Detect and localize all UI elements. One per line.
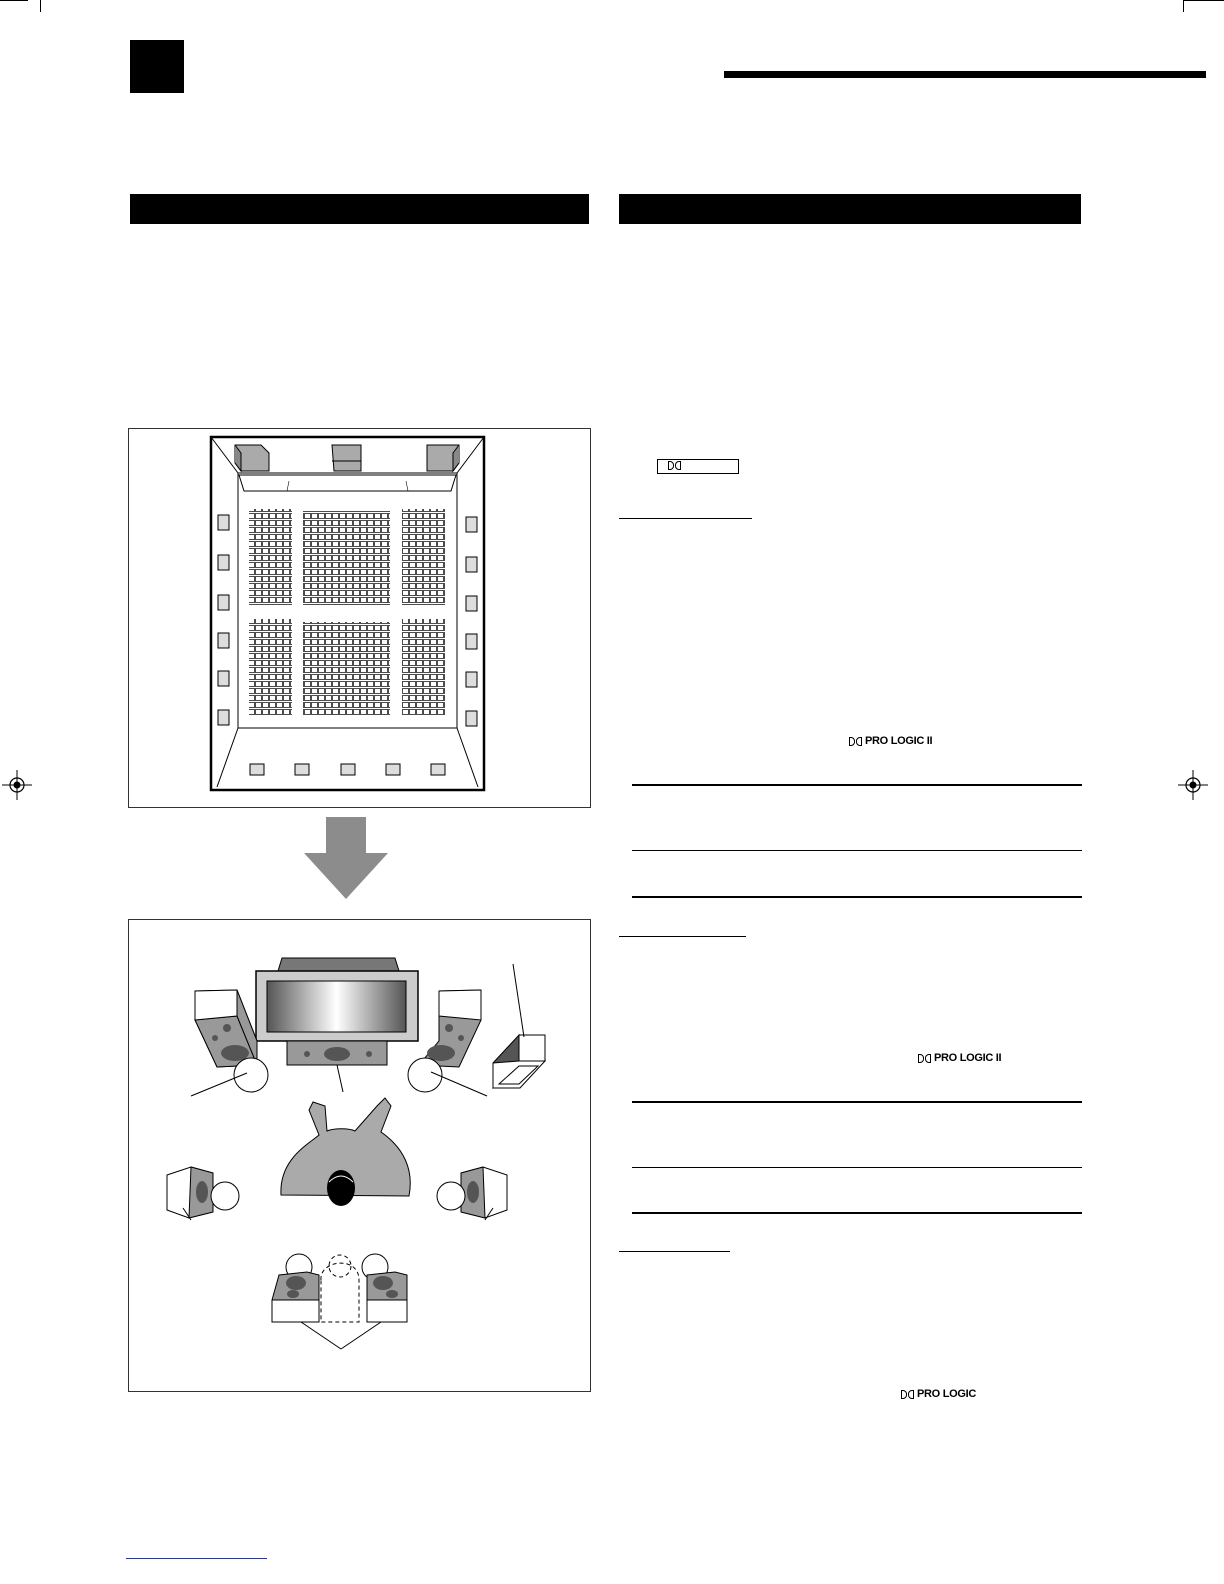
crop-mark-top-right bbox=[1184, 0, 1224, 1]
side-left-surround-speakers-icon bbox=[218, 515, 229, 725]
dolby-prologic-logo bbox=[901, 1388, 976, 1400]
logo-text: PRO LOGIC II bbox=[865, 735, 933, 747]
side-right-surround-speakers-icon bbox=[466, 517, 477, 726]
crop-mark-top-left bbox=[0, 0, 28, 1]
logo-text: PRO LOGIC II bbox=[934, 1052, 1002, 1064]
center-speaker-icon bbox=[332, 445, 361, 471]
table-rule-mid-2 bbox=[632, 1167, 1082, 1168]
subsection-underline-1 bbox=[619, 518, 752, 519]
surround-back-speakers-icon bbox=[272, 1254, 407, 1349]
dolby-prologic-ii-logo-2 bbox=[918, 1052, 1001, 1064]
dolby-digital-logo-box bbox=[657, 459, 739, 474]
subsection-underline-2 bbox=[619, 936, 746, 937]
down-arrow-icon bbox=[304, 817, 388, 899]
dolby-double-d-icon bbox=[849, 737, 862, 746]
surround-left-speaker-icon bbox=[167, 1167, 239, 1220]
dolby-double-d-icon bbox=[668, 461, 681, 470]
table-rule-top-1 bbox=[632, 784, 1082, 786]
surround-right-speaker-icon bbox=[437, 1167, 507, 1220]
subsection-underline-3 bbox=[619, 1251, 730, 1252]
dolby-prologic-ii-logo-1 bbox=[849, 735, 932, 747]
subwoofer-icon bbox=[493, 964, 545, 1088]
movie-theater-diagram bbox=[129, 429, 590, 807]
listener-icon bbox=[281, 1098, 410, 1206]
dolby-double-d-icon bbox=[918, 1054, 931, 1063]
crop-mark-top-right-v bbox=[1183, 0, 1184, 12]
registration-mark-left-icon bbox=[2, 770, 32, 800]
television-icon bbox=[256, 958, 418, 1041]
page-title-rule bbox=[724, 71, 1206, 78]
dolby-double-d-icon bbox=[901, 1390, 914, 1399]
language-tab-block bbox=[130, 40, 184, 93]
rear-surround-speakers-icon bbox=[250, 764, 445, 775]
crop-mark-top-left-v bbox=[40, 0, 41, 12]
home-theater-diagram-panel bbox=[128, 919, 591, 1392]
table-rule-top-2 bbox=[632, 1101, 1082, 1103]
front-right-speaker-icon bbox=[408, 990, 487, 1096]
movie-theater-diagram-panel bbox=[128, 428, 591, 808]
right-section-header-bar bbox=[619, 194, 1081, 224]
table-rule-bottom-2 bbox=[632, 1212, 1082, 1214]
front-left-speaker-icon bbox=[235, 445, 269, 471]
logo-text: PRO LOGIC bbox=[917, 1388, 977, 1400]
left-section-header-bar bbox=[130, 194, 589, 224]
table-rule-bottom-1 bbox=[632, 896, 1082, 898]
table-rule-mid-1 bbox=[632, 850, 1082, 851]
seating-rows-icon bbox=[249, 509, 445, 715]
footer-underline bbox=[126, 1558, 267, 1559]
home-theater-diagram bbox=[129, 920, 590, 1391]
registration-mark-right-icon bbox=[1178, 770, 1208, 800]
center-speaker-icon bbox=[287, 1041, 387, 1065]
front-right-speaker-icon bbox=[427, 445, 459, 471]
